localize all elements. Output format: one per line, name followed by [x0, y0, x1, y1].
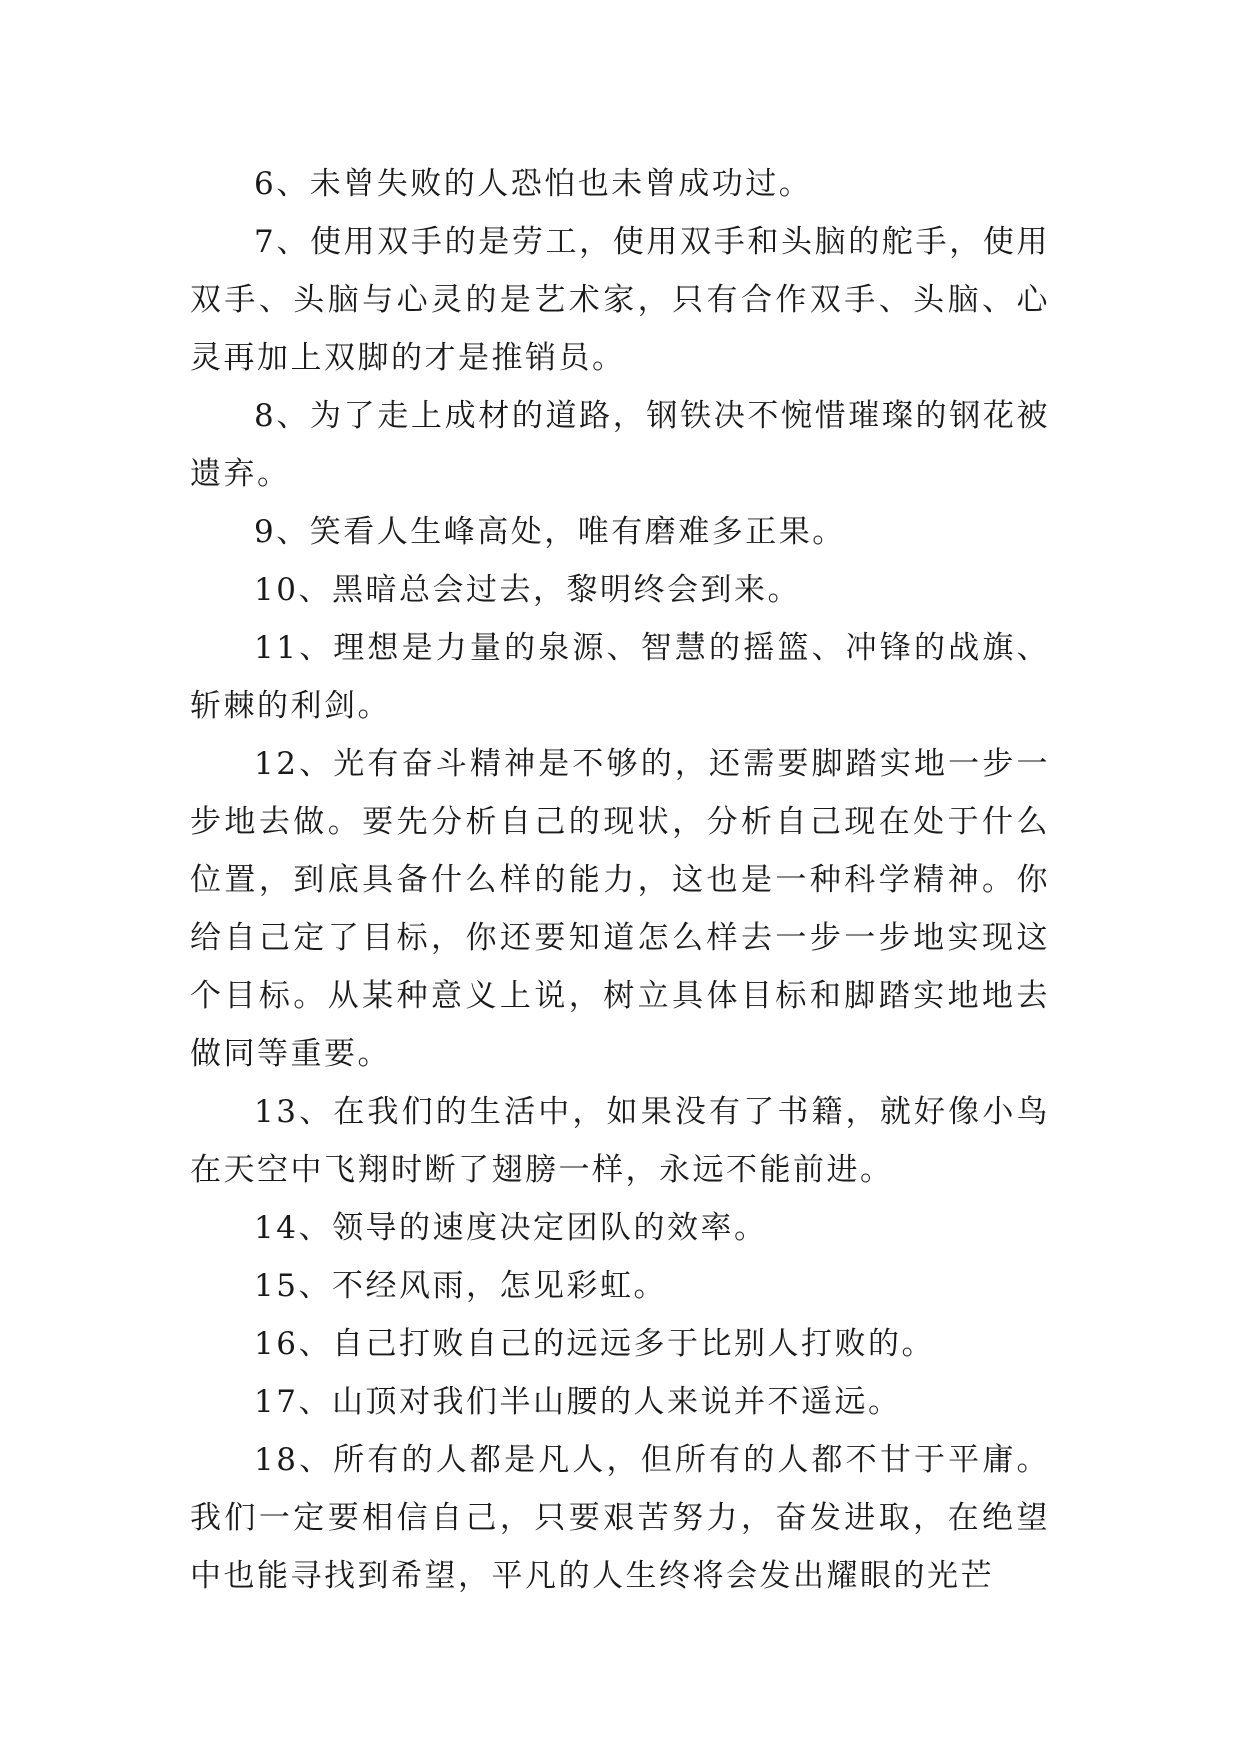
quote-paragraph-11: 11、理想是力量的泉源、智慧的摇篮、冲锋的战旗、斩棘的利剑。 — [190, 630, 1050, 724]
quote-paragraph-10: 10、黑暗总会过去，黎明终会到来。 — [254, 572, 801, 608]
quote-paragraph-15: 15、不经风雨，怎见彩虹。 — [254, 1268, 667, 1304]
quote-paragraph-16: 16、自己打败自己的远远多于比别人打败的。 — [254, 1326, 935, 1362]
quote-paragraph-12: 12、光有奋斗精神是不够的，还需要脚踏实地一步一步地去做。要先分析自己的现状，分析自己现在处于什么位置，到底具备什么样的能力，这也是一种科学精神。你给自己定了目标，你还要知道怎么样去一步一步地实现这个目标。从某种意义上说，树立具体目标和脚踏实地地去做同等重要。 — [190, 746, 1050, 1072]
quote-paragraph-14: 14、领导的速度决定团队的效率。 — [254, 1210, 768, 1246]
quote-paragraph-8: 8、为了走上成材的道路，钢铁决不惋惜璀璨的钢花被遗弃。 — [190, 398, 1050, 492]
quote-paragraph-7: 7、使用双手的是劳工，使用双手和头脑的舵手，使用双手、头脑与心灵的是艺术家，只有合作双手、头脑、心灵再加上双脚的才是推销员。 — [190, 224, 1050, 376]
quote-paragraph-6: 6、未曾失败的人恐怕也未曾成功过。 — [254, 166, 813, 202]
document-body — [190, 155, 1050, 1605]
quote-paragraph-13: 13、在我们的生活中，如果没有了书籍，就好像小鸟在天空中飞翔时断了翅膀一样，永远不能前进。 — [190, 1094, 1050, 1188]
quote-paragraph-18: 18、所有的人都是凡人，但所有的人都不甘于平庸。我们一定要相信自己，只要艰苦努力，奋发进取，在绝望中也能寻找到希望，平凡的人生终将会发出耀眼的光芒 — [190, 1442, 1050, 1594]
quote-paragraph-9: 9、笑看人生峰高处，唯有磨难多正果。 — [254, 514, 846, 550]
quote-paragraph-17: 17、山顶对我们半山腰的人来说并不遥远。 — [254, 1384, 902, 1420]
